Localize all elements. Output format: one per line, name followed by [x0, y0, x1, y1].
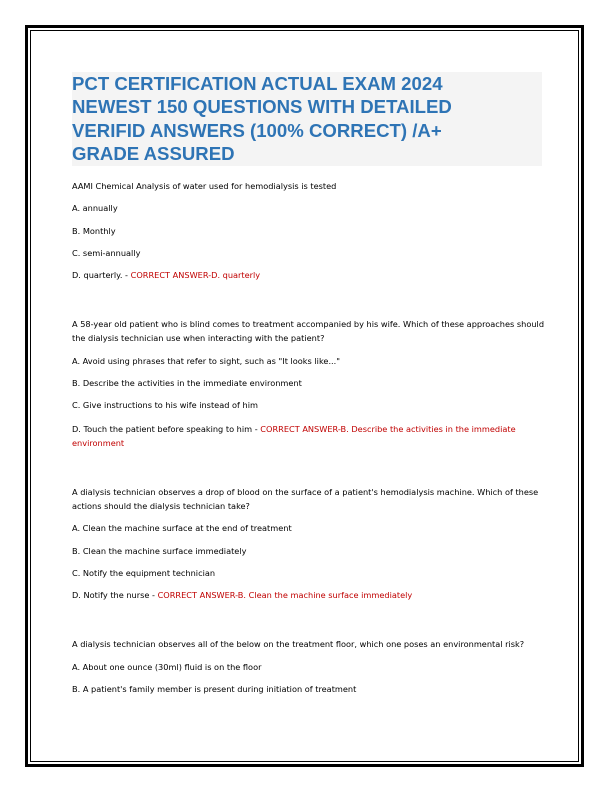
correct-answer: CORRECT ANSWER-D. quarterly: [130, 270, 261, 281]
question-block: [72, 637, 548, 696]
answer-option: B. Monthly: [72, 225, 116, 236]
answer-option: C. Notify the equipment technician: [72, 567, 216, 578]
question-stem: AAMI Chemical Analysis of water used for hemodialysis is tested: [72, 181, 337, 191]
question-stem: A dialysis technician observes all of the below on the treatment floor, which one poses an environmental risk?: [72, 639, 525, 650]
correct-answer: CORRECT ANSWER-B. Clean the machine surface immediately: [157, 590, 413, 601]
document-title-line: NEWEST 150 QUESTIONS WITH DETAILED: [72, 96, 452, 118]
question-list: [72, 179, 548, 705]
answer-option-with-key: [72, 589, 548, 602]
answer-option-text: D. quarterly. -: [72, 270, 131, 281]
answer-option-text: D. Touch the patient before speaking to him -: [72, 423, 261, 434]
answer-option: A. About one ounce (30ml) fluid is on the floor: [72, 661, 262, 672]
document-title-line: PCT CERTIFICATION ACTUAL EXAM 2024: [72, 73, 443, 94]
answer-option: C. Give instructions to his wife instead of him: [72, 400, 258, 411]
answer-option: C. semi-annually: [72, 247, 141, 258]
answer-option-text: D. Notify the nurse -: [72, 590, 158, 601]
question-stem: A dialysis technician observes a drop of blood on the surface of a patient's hemodialysis machine. Which of these actions should the dialysis technician take?: [72, 486, 539, 511]
question-gap: [72, 291, 548, 317]
document-title-line: VERIFID ANSWERS (100% CORRECT) /A+: [72, 119, 442, 141]
answer-option-with-key: [72, 269, 548, 282]
answer-option: A. Avoid using phrases that refer to sight, such as "It looks like...": [72, 355, 341, 366]
correct-answer: CORRECT ANSWER-B. Describe the activities in the immediate environment: [72, 423, 516, 448]
answer-option-with-key: [72, 422, 548, 450]
answer-option: B. Clean the machine surface immediately: [72, 545, 247, 556]
answer-option: B. A patient's family member is present during initiation of treatment: [72, 684, 357, 695]
title-block: [72, 72, 542, 166]
answer-option: A. annually: [72, 203, 118, 214]
answer-option: B. Describe the activities in the immediate environment: [72, 378, 302, 389]
question-block: [72, 485, 548, 602]
question-stem: A 58-year old patient who is blind comes to treatment accompanied by his wife. Which of these approaches should the dialysis technician use when interacting with the patient?: [72, 319, 545, 344]
question-gap: [72, 459, 548, 485]
question-block: [72, 317, 548, 449]
question-block: [72, 179, 548, 282]
document-title-line: GRADE ASSURED: [72, 143, 235, 165]
question-gap: [72, 611, 548, 637]
answer-option: A. Clean the machine surface at the end of treatment: [72, 523, 292, 534]
